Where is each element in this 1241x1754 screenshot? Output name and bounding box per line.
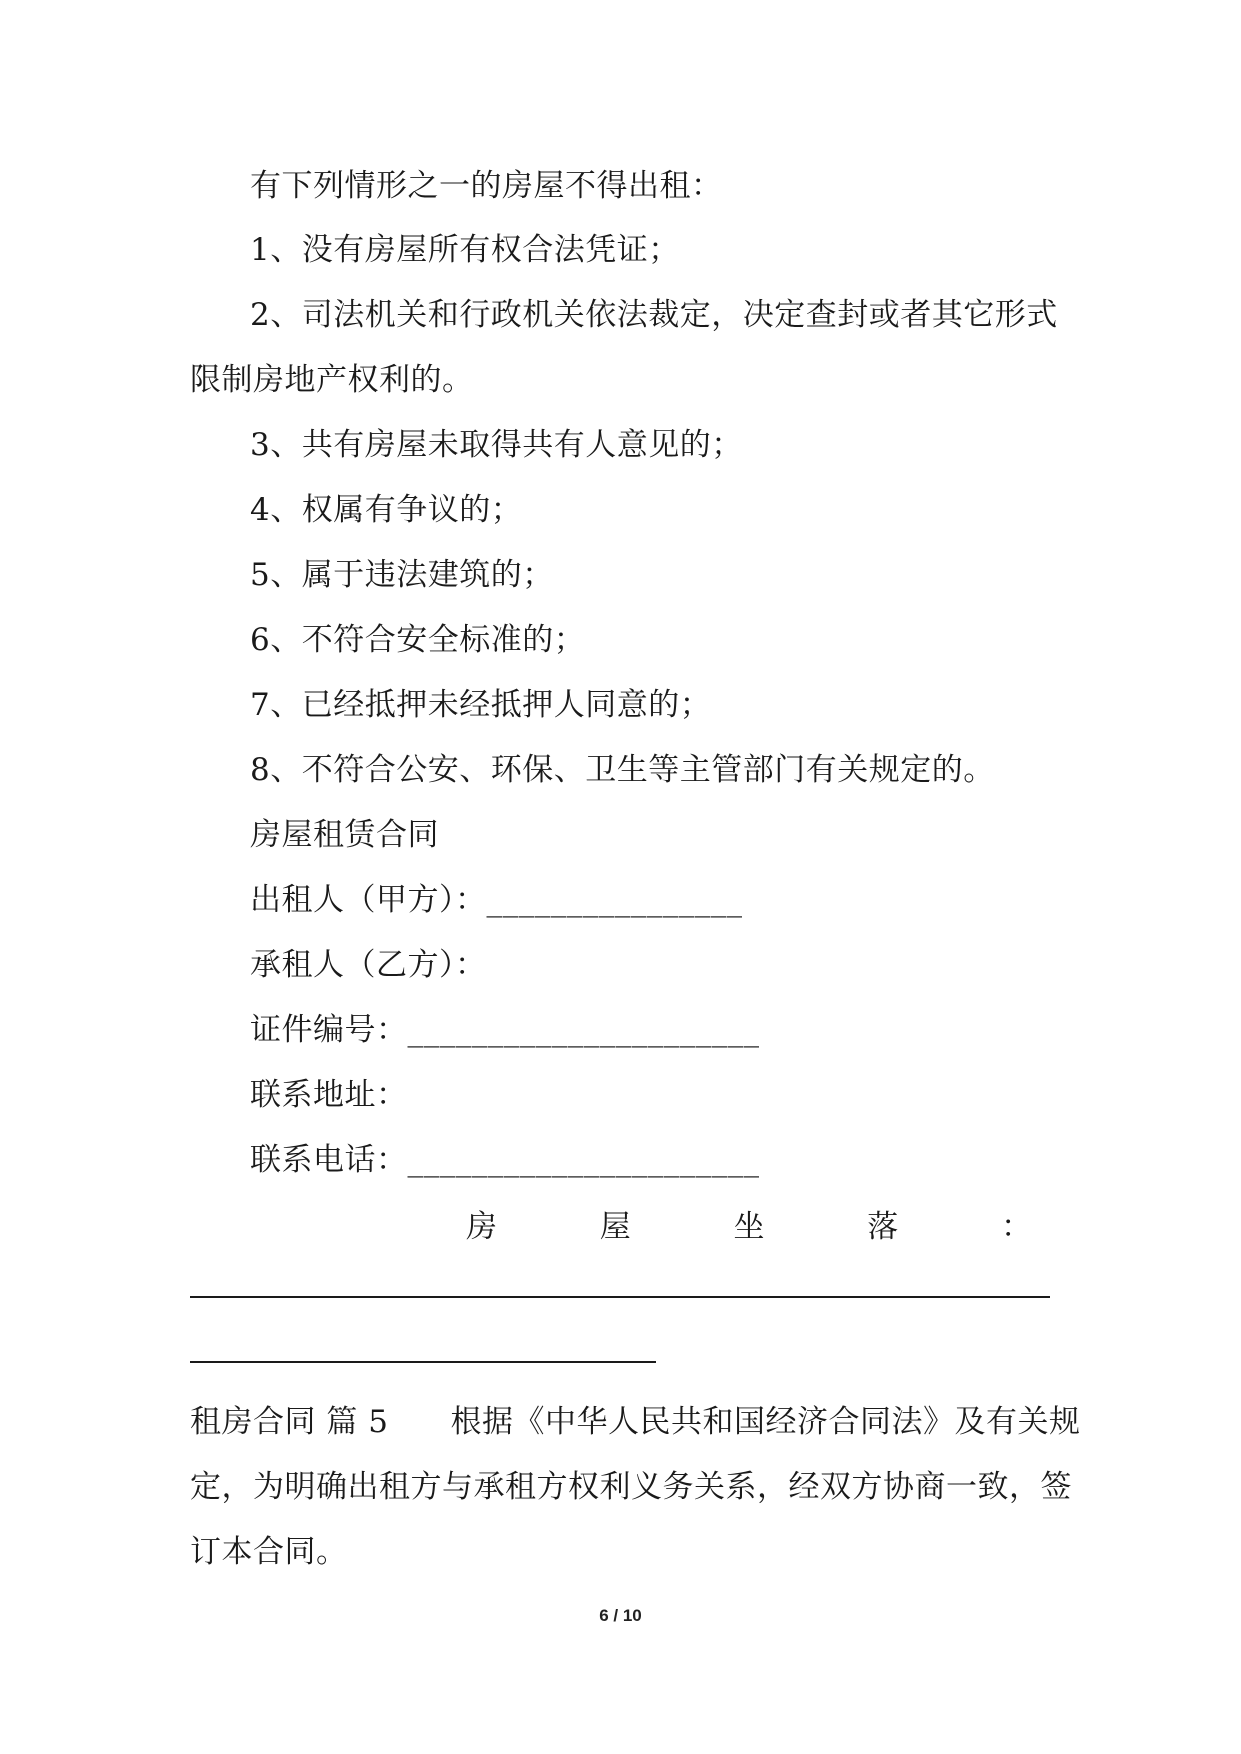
spaced-char: ： <box>1001 1209 1032 1245</box>
id-number-field: 证件编号：______________________ <box>250 1012 760 1048</box>
contract-title: 房屋租赁合同 <box>250 817 439 853</box>
lessor-field: 出租人（甲方）：________________ <box>250 882 743 918</box>
closing-paragraph-line: 租房合同 篇 5 根据《中华人民共和国经济合同法》及有关规 <box>190 1404 1081 1440</box>
spaced-char: 屋 <box>599 1209 631 1245</box>
list-item: 7、已经抵押未经抵押人同意的； <box>250 687 712 723</box>
list-item: 1、没有房屋所有权合法凭证； <box>250 232 680 268</box>
blank-fill-line <box>190 1296 1050 1298</box>
spaced-char: 落 <box>867 1209 899 1245</box>
closing-paragraph-line: 订本合同。 <box>190 1534 348 1570</box>
paragraph-line: 有下列情形之一的房屋不得出租： <box>250 168 723 204</box>
page-number: 6 / 10 <box>599 1606 642 1625</box>
list-item: 2、司法机关和行政机关依法裁定，决定查封或者其它形式 <box>250 297 1058 333</box>
list-item: 5、属于违法建筑的； <box>250 557 554 593</box>
spaced-char: 坐 <box>733 1209 765 1245</box>
list-item: 4、权属有争议的； <box>250 492 523 528</box>
spaced-char: 房 <box>466 1209 497 1245</box>
list-item: 8、不符合公安、环保、卫生等主管部门有关规定的。 <box>250 752 995 788</box>
property-location-label <box>466 1207 1032 1247</box>
lessee-field: 承租人（乙方）： <box>250 947 487 983</box>
list-item-continuation: 限制房地产权利的。 <box>190 362 474 398</box>
phone-field: 联系电话：______________________ <box>250 1142 760 1178</box>
list-item: 6、不符合安全标准的； <box>250 622 586 658</box>
closing-paragraph-line: 定，为明确出租方与承租方权利义务关系，经双方协商一致，签 <box>190 1469 1072 1505</box>
list-item: 3、共有房屋未取得共有人意见的； <box>250 427 743 463</box>
address-field: 联系地址： <box>250 1077 408 1113</box>
blank-fill-line <box>190 1361 656 1363</box>
